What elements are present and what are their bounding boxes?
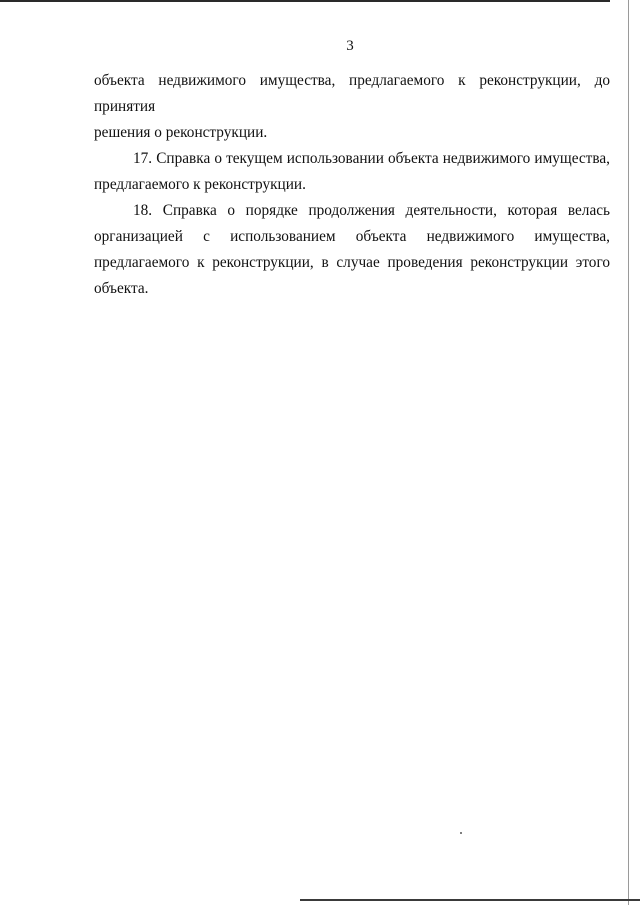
paragraph-18-line-2: организацией с использованием объекта недвижимого имущества,: [94, 228, 610, 245]
paragraph-1-line-1: объекта недвижимого имущества, предлагаемого к реконструкции, до принятия: [94, 72, 610, 115]
document-body: [94, 68, 610, 302]
paragraph-18-line-4: объекта.: [94, 280, 149, 297]
scan-edge-bottom: [300, 899, 640, 901]
paragraph-1-line-2: решения о реконструкции.: [94, 124, 268, 141]
scan-speck: [460, 832, 462, 834]
scan-edge-right: [628, 0, 629, 905]
page-number: 3: [346, 38, 354, 54]
scan-edge-top: [0, 0, 610, 2]
paragraph-18-line-3: предлагаемого к реконструкции, в случае проведения реконструкции этого: [94, 254, 610, 271]
paragraph-18-line-1: 18. Справка о порядке продолжения деятельности, которая велась: [133, 202, 610, 219]
paragraph-17-line-2: предлагаемого к реконструкции.: [94, 176, 306, 193]
paragraph-17-line-1: 17. Справка о текущем использовании объекта недвижимого имущества,: [133, 150, 610, 167]
